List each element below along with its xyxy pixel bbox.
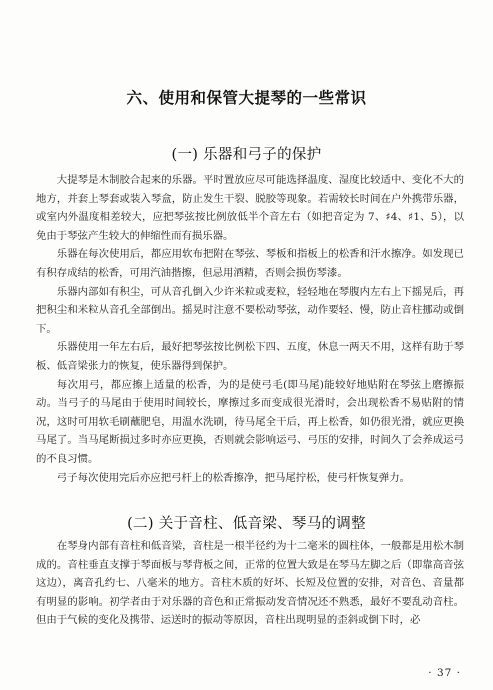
paragraph: 每次用弓，都应擦上适量的松香，为的是使弓毛(即马尾)能较好地贴附在琴弦上磨擦振动。当弓子的马尾由于使用时间较长，摩擦过多而变成很光滑时，会出现松香不易贴附的情况，这时可用软毛刷蘸肥皂，用温水洗刷，待马尾全干后，再上松香，如仍很光滑，就应更换马尾了。当马尾断损过多时亦应更换，否则就会影响运弓、弓压的安排，时间久了会养成运弓的不良习惯。 xyxy=(36,378,464,465)
section-title-instrument-and-bow-care: (一) 乐器和弓子的保护 xyxy=(171,147,322,163)
section-title-soundpost-bassbar-bridge: (二) 关于音柱、低音梁、琴马的调整 xyxy=(127,516,366,532)
paragraph: 在琴身内部有音柱和低音梁，音柱是一根半径约为十二毫米的圆柱体，一般都是用松木制成的。音柱垂直支撑于琴面板与琴背板之间，正常的位置大致是在琴马左脚之后（即靠高音弦这边），离音孔约七、八毫米的地方。音柱木质的好坏、长短及位置的安排，对音色、音量都有明显的影响。初学者由于对乐器的音色和正常振动发音情况还不熟悉，最好不要乱动音柱。但由于气候的变化及携带、运送时的振动等原因，音柱出现明显的歪斜或倒下时，必 xyxy=(36,540,464,627)
chapter-title: 六、使用和保管大提琴的一些常识 xyxy=(126,89,367,107)
page-number: · 37 · xyxy=(428,667,461,679)
section2-body xyxy=(36,537,464,667)
paragraph: 乐器使用一年左右后，最好把琴弦按比例松下四、五度，休息一两天不用，这样有助于琴板、低音梁张力的恢复，使乐器得到保护。 xyxy=(36,341,464,372)
section1-body xyxy=(36,171,464,487)
paragraph: 乐器内部如有积尘，可从音孔倒入少许米粒或麦粒，轻轻地在琴腹内左右上下摇晃后，再把积尘和米粒从音孔全部倒出。摇晃时注意不要松动琴弦，动作要轻、慢，防止音柱挪动或倒下。 xyxy=(36,285,464,335)
paragraph: 乐器在每次使用后，都应用软布把附在琴弦、琴板和指板上的松香和汗水擦净。如发现已有积存成结的松香，可用汽油揩擦，但忌用酒精，否则会损伤琴漆。 xyxy=(36,248,464,279)
paragraph: 弓子每次使用完后亦应把弓杆上的松香擦净，把马尾拧松，使弓杆恢复弹力。 xyxy=(56,471,411,484)
paragraph: 大提琴是木制胶合起来的乐器。平时置放应尽可能选择温度、湿度比较适中、变化不大的地方，并套上琴套或装入琴盒，防止发生干裂、脱胶等现象。若需较长时间在户外携带乐器，或室内外温度相差较大，应把琴弦按比例放低半个音左右（如把音定为 7、♯4、♯1、5），以免由于琴弦产生较大的伸缩性而有损乐器。 xyxy=(36,174,464,242)
